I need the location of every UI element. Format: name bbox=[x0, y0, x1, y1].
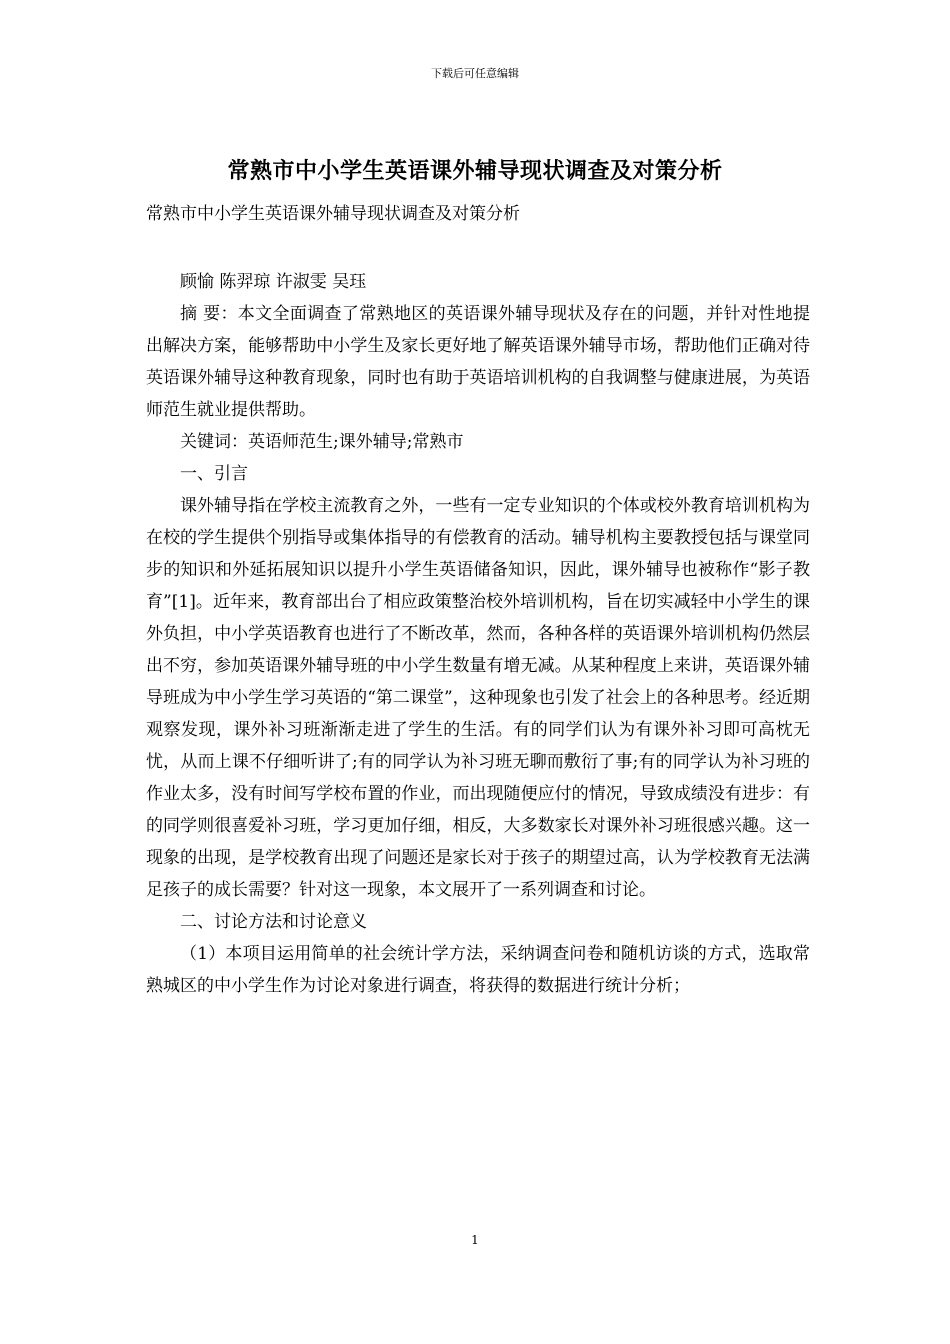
header-note: 下载后可任意编辑 bbox=[431, 67, 519, 80]
section2-item1: （1）本项目运用简单的社会统计学方法，采纳调查问卷和随机访谈的方式，选取常熟城区的中小学生作为讨论对象进行调查，将获得的数据进行统计分析； bbox=[146, 944, 810, 996]
section1-heading: 一、引言 bbox=[180, 464, 248, 484]
document-subtitle: 常熟市中小学生英语课外辅导现状调查及对策分析 bbox=[146, 204, 520, 224]
abstract-paragraph: 摘 要：本文全面调查了常熟地区的英语课外辅导现状及存在的问题，并针对性地提出解决方案，能够帮助中小学生及家长更好地了解英语课外辅导市场，帮助他们正确对待英语课外辅导这种教育现象，同时也有助于英语培训机构的自我调整与健康进展，为英语师范生就业提供帮助。 bbox=[146, 304, 810, 420]
keywords-line: 关键词：英语师范生;课外辅导;常熟市 bbox=[180, 432, 464, 452]
page-number: 1 bbox=[471, 1233, 479, 1247]
document-title: 常熟市中小学生英语课外辅导现状调查及对策分析 bbox=[227, 158, 723, 184]
section2-heading: 二、讨论方法和讨论意义 bbox=[180, 912, 367, 932]
document-body bbox=[146, 198, 810, 1002]
section1-body: 课外辅导指在学校主流教育之外，一些有一定专业知识的个体或校外教育培训机构为在校的学生提供个别指导或集体指导的有偿教育的活动。辅导机构主要教授包括与课堂同步的知识和外延拓展知识以提升小学生英语储备知识，因此，课外辅导也被称作“影子教育”[1]。近年来，教育部出台了相应政策整治校外培训机构，旨在切实减轻中小学生的课外负担，中小学英语教育也进行了不断改革，然而，各种各样的英语课外培训机构仍然层出不穷，参加英语课外辅导班的中小学生数量有增无减。从某种程度上来讲，英语课外辅导班成为中小学生学习英语的“第二课堂”，这种现象也引发了社会上的各种思考。经近期观察发现，课外补习班渐渐走进了学生的生活。有的同学们认为有课外补习即可高枕无忧，从而上课不仔细听讲了;有的同学认为补习班无聊而敷衍了事;有的同学认为补习班的作业太多，没有时间写学校布置的作业，而出现随便应付的情况，导致成绩没有进步：有的同学则很喜爱补习班，学习更加仔细，相反，大多数家长对课外补习班很感兴趣。这一现象的出现，是学校教育出现了问题还是家长对于孩子的期望过高，认为学校教育无法满足孩子的成长需要？针对这一现象，本文展开了一系列调查和讨论。 bbox=[146, 496, 810, 900]
spacer bbox=[146, 230, 810, 266]
authors-line: 顾愉 陈羿琼 许淑雯 吴珏 bbox=[180, 272, 367, 292]
